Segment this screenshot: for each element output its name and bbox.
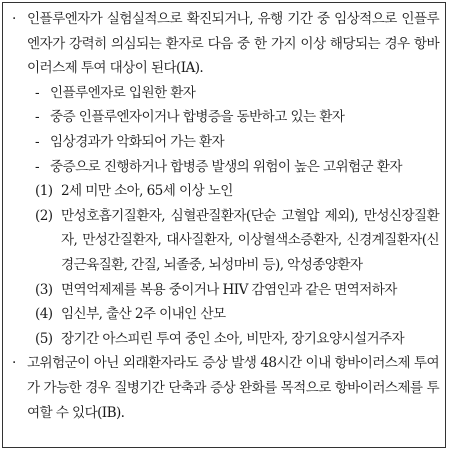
recommendation-box	[2, 2, 446, 448]
dash-marker: -	[35, 158, 39, 175]
bullet-marker: ·	[12, 355, 16, 372]
numbered-list-item	[9, 327, 439, 352]
closing-paragraph	[9, 351, 439, 425]
dash-item-text: 중증으로 진행하거나 합병증 발생의 위험이 높은 고위험군 환자	[50, 158, 402, 175]
numbered-item-text: 장기간 아스피린 투여 중인 소아, 비만자, 장기요양시설거주자	[61, 330, 405, 347]
closing-text: 고위험군이 아닌 외래환자라도 증상 발생 48시간 이내 항바이러스제 투여가 가능한 경우 질병기간 단축과 증상 완화를 목적으로 항바이러스제를 투여할 수 있다(IB).	[27, 355, 439, 421]
dash-list-item	[9, 81, 439, 106]
numbered-item-text: 만성호흡기질환자, 심혈관질환자(단순 고혈압 제외), 만성신장질환자, 만성간질환자, 대사질환자, 이상혈색소증환자, 신경계질환자(신경근육질환, 간질, 뇌졸중, 뇌성마비 등), 악성종양환자	[61, 207, 439, 273]
numbered-item-text: 임신부, 출산 2주 이내인 산모	[61, 306, 226, 323]
numbered-list-item	[9, 179, 439, 204]
number-marker: (5)	[35, 330, 53, 347]
numbered-list-item	[9, 302, 439, 327]
numbered-item-text: 2세 미만 소아, 65세 이상 노인	[61, 183, 233, 200]
number-marker: (2)	[35, 207, 53, 224]
intro-paragraph	[9, 7, 439, 81]
bullet-marker: ·	[12, 11, 16, 27]
dash-marker: -	[35, 84, 39, 101]
intro-text: 인플루엔자가 실험실적으로 확진되거나, 유행 기간 중 임상적으로 인플루엔자가 강력히 의심되는 환자로 다음 중 한 가지 이상 해당되는 경우 항바이러스제 투여 대상이 된다(IA).	[27, 11, 439, 77]
dash-list-item	[9, 105, 439, 130]
dash-marker: -	[35, 133, 39, 150]
dash-list-item	[9, 155, 439, 180]
dash-item-text: 중증 인플루엔자이거나 합병증을 동반하고 있는 환자	[50, 109, 345, 126]
number-marker: (3)	[35, 281, 53, 298]
number-marker: (4)	[35, 306, 53, 323]
numbered-item-text: 면역억제제를 복용 중이거나 HIV 감염인과 같은 면역저하자	[61, 281, 397, 298]
dash-list-item	[9, 130, 439, 155]
numbered-list-item	[9, 204, 439, 278]
dash-item-text: 임상경과가 악화되어 가는 환자	[50, 133, 225, 150]
dash-marker: -	[35, 109, 39, 126]
numbered-list-item	[9, 278, 439, 303]
dash-item-text: 인플루엔자로 입원한 환자	[50, 84, 196, 101]
number-marker: (1)	[35, 183, 53, 200]
